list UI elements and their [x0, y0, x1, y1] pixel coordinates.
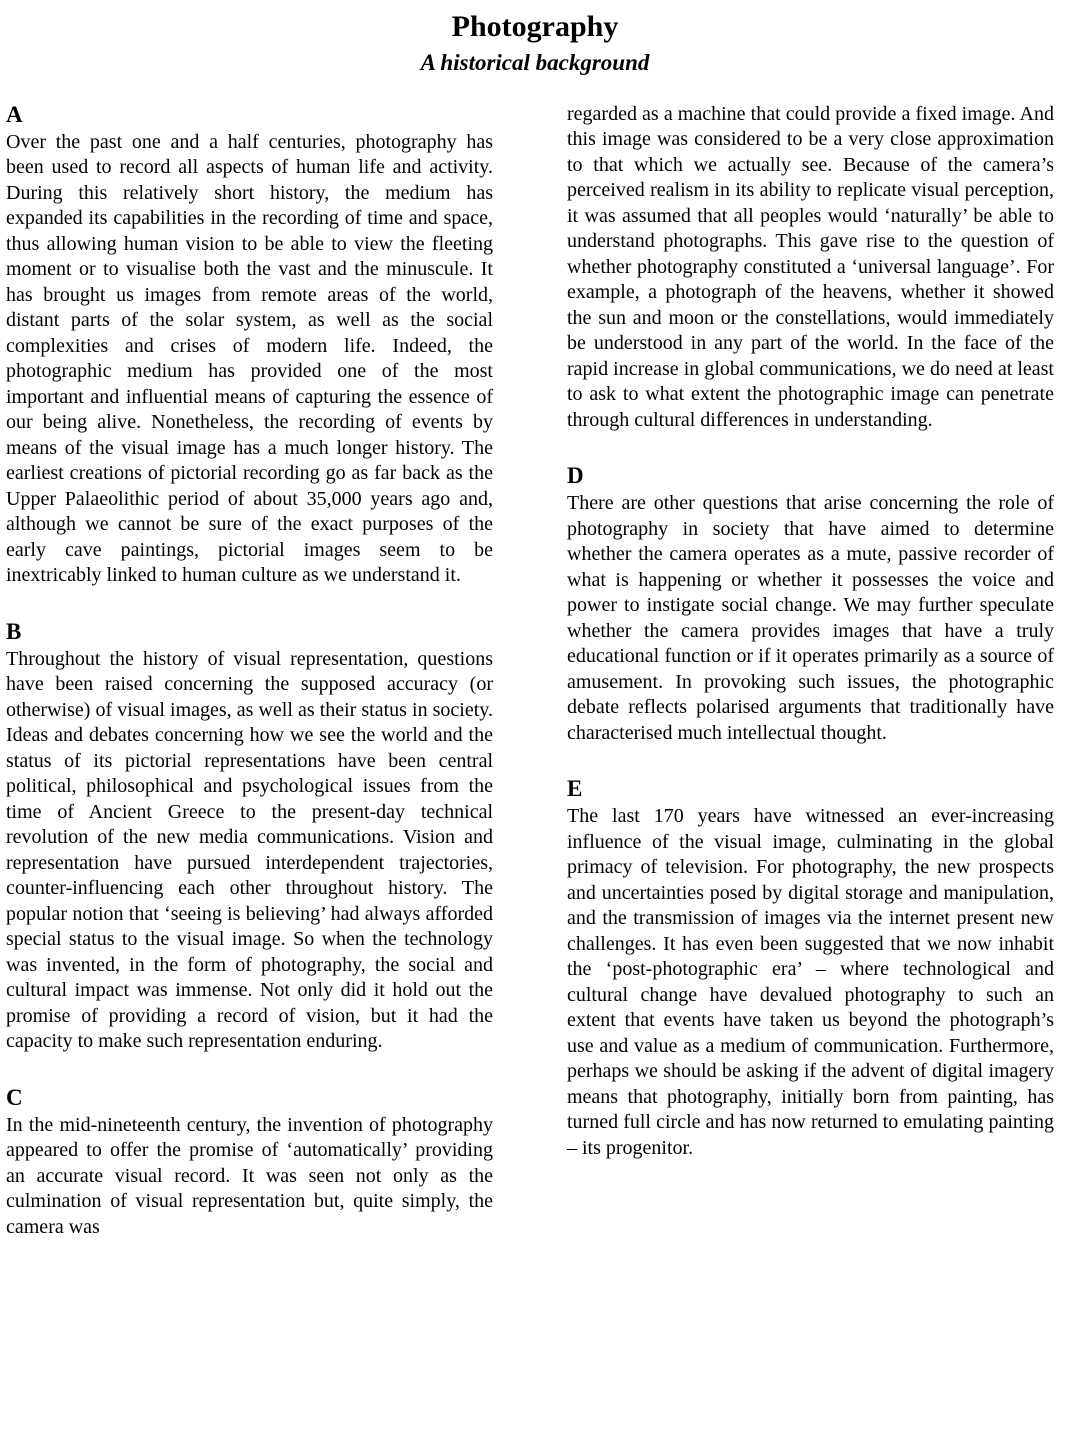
page-title: Photography	[451, 10, 619, 43]
section-c-paragraph-continued: regarded as a machine that could provide a fixed image. And this image was considered to be a very close approximation to that which we actually see. Because of the camera’s perceived realism in its ability to replicate visual perception, it was assumed that all peoples would ‘naturally’ be able to understand photographs. This gave rise to the question of whether photography constituted a ‘universal language’. For example, a photograph of the heavens, whether it showed the sun and moon or the constellations, would immediately be understood in any part of the world. In the face of the rapid increase in global communications, we do need at least to ask to what extent the photographic image can penetrate through cultural differences in understanding.	[567, 102, 1054, 431]
section-c-paragraph-start: In the mid-nineteenth century, the invention of photography appeared to offer the promise of ‘automatically’ providing an accurate visual record. It was seen not only as the culmination of visual representation but, quite simply, the camera was	[6, 1113, 493, 1238]
two-column-layout	[0, 76, 1070, 1241]
section-d-paragraph: There are other questions that arise concerning the role of photography in society that have aimed to determine whether the camera operates as a mute, passive recorder of what is happening or whether it possesses the voice and power to instigate social change. We may further speculate whether the camera provides images that have a truly educational function or if it operates primarily as a source of amusement. In provoking such issues, the photographic debate reflects polarised arguments that traditionally have characterised much intellectual thought.	[567, 492, 1054, 744]
section-e-paragraph: The last 170 years have witnessed an ever-increasing influence of the visual image, culminating in the global primacy of television. For photography, the new prospects and uncertainties posed by digital storage and manipulation, and the transmission of images via the internet present new challenges. It has even been suggested that we now inhabit the ‘post-photographic era’ – where technological and cultural change have devalued photography to such an extent that events have taken us beyond the photograph’s use and value as a medium of communication. Furthermore, perhaps we should be asking if the advent of digital imagery means that photography, initially born from painting, has turned full circle and has now returned to emulating painting – its progenitor.	[567, 805, 1054, 1159]
section-label-d: D	[567, 463, 584, 489]
section-label-e: E	[567, 776, 583, 802]
document-header	[0, 0, 1070, 76]
section-b-paragraph: Throughout the history of visual representation, questions have been raised concerning the supposed accuracy (or otherwise) of visual images, as well as their status in society. Ideas and debates concerning how we see the world and the status of its pictorial representations have been central political, philosophical and psychological issues from the time of Ancient Greece to the present-day technical revolution of the new media communications. Vision and representation have pursued interdependent trajectories, counter-influencing each other throughout history. The popular notion that ‘seeing is believing’ had always afforded special status to the visual image. So when the technology was invented, in the form of photography, the social and cultural impact was immense. Not only did it hold out the promise of providing a record of vision, but it had the capacity to make such representation enduring.	[6, 647, 493, 1053]
section-a-paragraph: Over the past one and a half centuries, photography has been used to record all aspects of human life and activity. During this relatively short history, the medium has expanded its capabilities in the recording of time and space, thus allowing human vision to be able to view the fleeting moment or to visualise both the vast and the minuscule. It has brought us images from remote areas of the world, distant parts of the solar system, as well as the social complexities and crises of modern life. Indeed, the photographic medium has provided one of the most important and influential means of capturing the essence of our being alive. Nonetheless, the recording of events by means of the visual image has a much longer history. The earliest creations of pictorial recording go as far back as the Upper Palaeolithic period of about 35,000 years ago and, although we cannot be sure of the exact purposes of the early cave paintings, pictorial images seem to be inextricably linked to human culture as we understand it.	[6, 130, 493, 587]
section-label-b: B	[6, 618, 22, 644]
left-column	[6, 102, 493, 1241]
page-subtitle: A historical background	[420, 49, 650, 75]
right-column	[567, 102, 1054, 1162]
section-label-a: A	[6, 101, 23, 127]
section-label-c: C	[6, 1084, 23, 1110]
